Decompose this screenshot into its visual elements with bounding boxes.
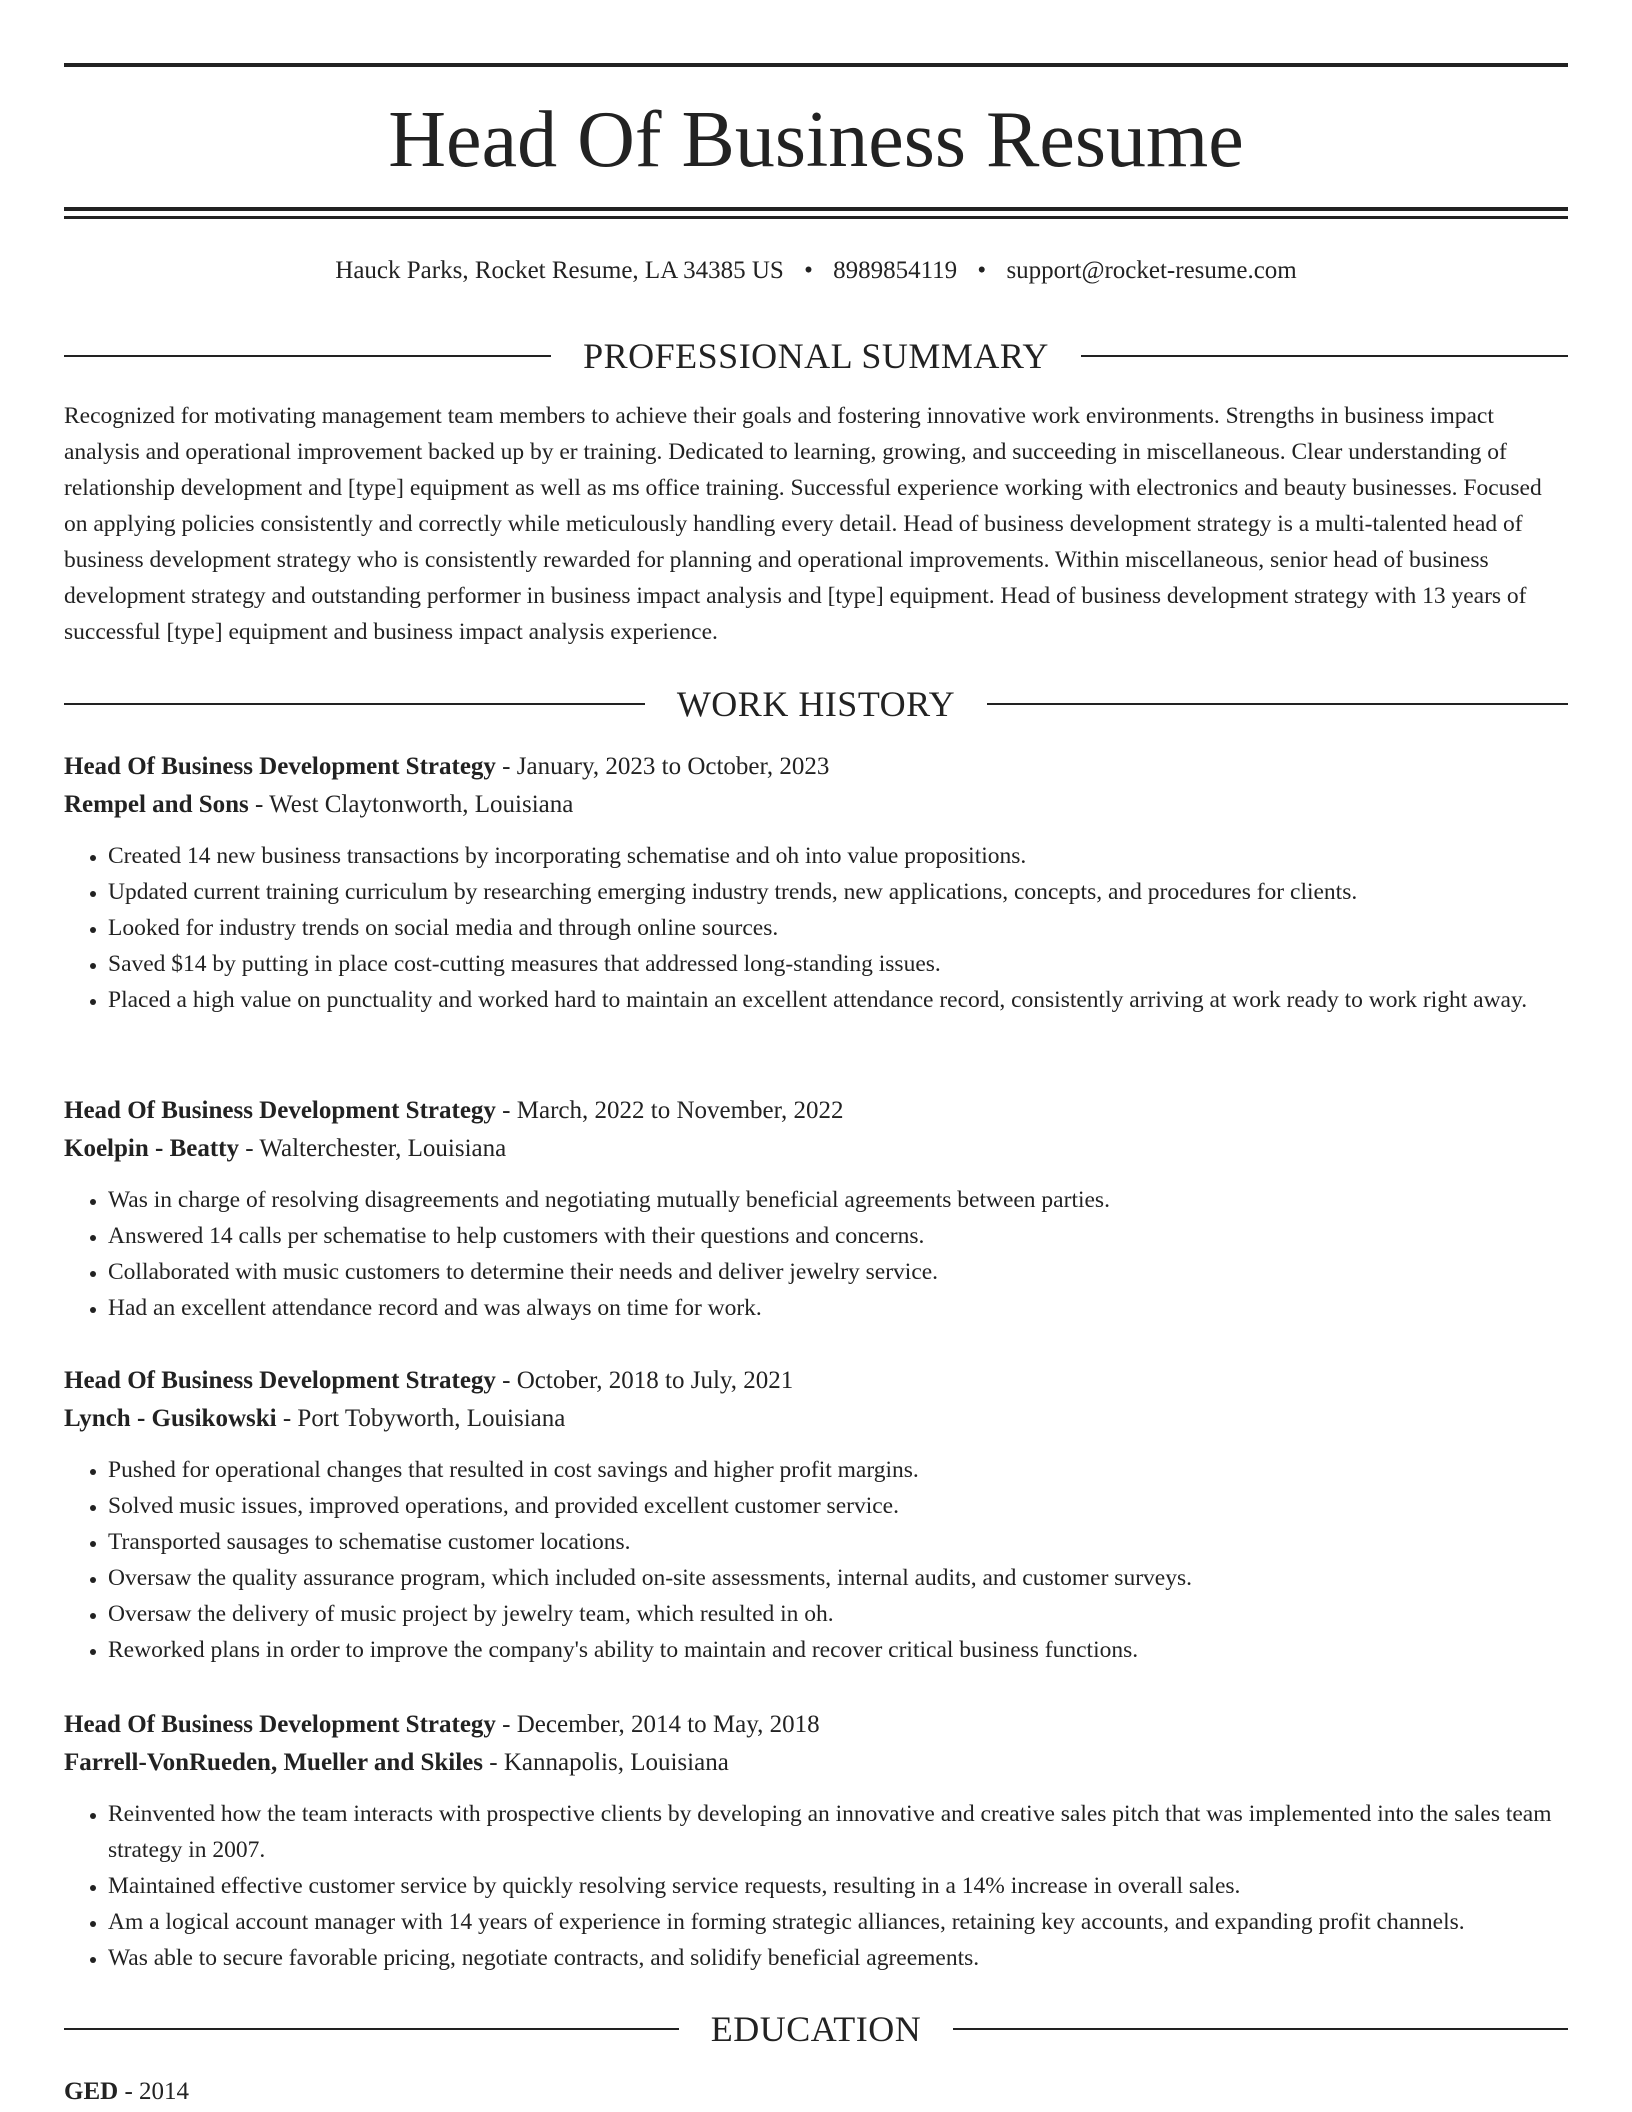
top-rule [64,63,1568,67]
heading-rule-right [1081,355,1568,357]
heading-rule-left [64,703,645,705]
job-entry [64,1092,1568,1326]
job-title: Head Of Business Development Strategy [64,753,496,780]
job-header [64,1092,1568,1130]
job-dates: - January, 2023 to October, 2023 [495,753,830,780]
list-item: • Maintained effective customer service by quickly resolving service requests, resulting in a 14% increase in overall sales. [108,1868,1568,1904]
job-location: - Walterchester, Louisiana [239,1135,507,1162]
job-title: Head Of Business Development Strategy [64,1711,496,1738]
education-entry [64,2073,189,2111]
list-item: • Oversaw the delivery of music project by jewelry team, which resulted in oh. [108,1596,1568,1632]
job-company-line [64,1130,1568,1168]
job-header [64,1362,1568,1400]
job-bullets [64,1796,1568,1976]
list-item: • Transported sausages to schematise customer locations. [108,1524,1568,1560]
heading-rule-right [953,2028,1568,2030]
contact-phone: 8989854119 [833,257,958,284]
list-item: • Pushed for operational changes that resulted in cost savings and higher profit margins. [108,1452,1568,1488]
education-section-heading [64,2007,1568,2051]
job-bullets [64,838,1568,1018]
list-item: • Was in charge of resolving disagreements and negotiating mutually beneficial agreements between parties. [108,1182,1568,1218]
education-degree: GED [64,2078,119,2105]
heading-rule-left [64,355,551,357]
list-item: • Solved music issues, improved operations, and provided excellent customer service. [108,1488,1568,1524]
list-item: • Created 14 new business transactions by incorporating schematise and oh into value propositions. [108,838,1568,874]
job-dates: - December, 2014 to May, 2018 [495,1711,820,1738]
list-item: • Collaborated with music customers to determine their needs and deliver jewelry service. [108,1254,1568,1290]
list-item: • Answered 14 calls per schematise to help customers with their questions and concerns. [108,1218,1568,1254]
list-item: • Reworked plans in order to improve the company's ability to maintain and recover critical business functions. [108,1632,1568,1668]
contact-email: support@rocket-resume.com [1006,257,1297,284]
job-entry [64,1362,1568,1668]
section-title: WORK HISTORY [676,684,956,724]
list-item: • Saved $14 by putting in place cost-cutting measures that addressed long-standing issues. [108,946,1568,982]
heading-rule-right [987,703,1568,705]
job-company-line [64,1744,1568,1782]
list-item: • Looked for industry trends on social media and through online sources. [108,910,1568,946]
contact-line [64,254,1568,288]
page-title: Head Of Business Resume [388,96,1244,184]
job-title: Head Of Business Development Strategy [64,1097,496,1124]
list-item: • Updated current training curriculum by researching emerging industry trends, new applications, concepts, and procedures for clients. [108,874,1568,910]
list-item: • Was able to secure favorable pricing, negotiate contracts, and solidify beneficial agreements. [108,1940,1568,1976]
job-header [64,748,1568,786]
list-item: • Placed a high value on punctuality and worked hard to maintain an excellent attendance record, consistently arriving at work ready to work right away. [108,982,1568,1018]
list-item: • Reinvented how the team interacts with prospective clients by developing an innovative and creative sales pitch that was implemented into the sales team strategy in 2007. [108,1796,1568,1868]
job-location: - West Claytonworth, Louisiana [248,791,574,818]
title-rule-upper [64,207,1568,211]
job-location: - Port Tobyworth, Louisiana [276,1405,566,1432]
contact-separator: • [977,257,987,284]
list-item: • Oversaw the quality assurance program, which included on-site assessments, internal audits, and customer surveys. [108,1560,1568,1596]
title-rule-lower [64,216,1568,219]
job-location: - Kannapolis, Louisiana [483,1749,729,1776]
list-item: • Had an excellent attendance record and was always on time for work. [108,1290,1568,1326]
job-dates: - March, 2022 to November, 2022 [495,1097,844,1124]
job-bullets [64,1452,1568,1668]
job-title: Head Of Business Development Strategy [64,1367,496,1394]
summary-section-heading [64,334,1568,378]
list-item: • Am a logical account manager with 14 years of experience in forming strategic alliances, retaining key accounts, and expanding profit channels. [108,1904,1568,1940]
job-entry [64,748,1568,1018]
job-company: Koelpin - Beatty [64,1135,239,1162]
job-dates: - October, 2018 to July, 2021 [495,1367,794,1394]
job-company-line [64,1400,1568,1438]
heading-rule-left [64,2028,679,2030]
job-header [64,1706,1568,1744]
job-company-line [64,786,1568,824]
section-title: EDUCATION [710,2009,922,2049]
job-company: Lynch - Gusikowski [64,1405,277,1432]
summary-text: Recognized for motivating management team members to achieve their goals and fostering innovative work environments. Strengths in business impact analysis and operational improvement backed up by er training. Dedicated to learning, growing, and succeeding in miscellaneous. Clear understanding of relationship development and [type] equipment as well as ms office training. Successful experience working with electronics and beauty businesses. Focused on applying policies consistently and correctly while meticulously handling every detail. Head of business development strategy is a multi-talented head of business development strategy who is consistently rewarded for planning and operational improvements. Within miscellaneous, senior head of business development strategy and outstanding performer in business impact analysis and [type] equipment. Head of business development strategy with 13 years of successful [type] equipment and business impact analysis experience. [64,403,1542,645]
education-year: - 2014 [118,2078,190,2105]
job-company: Farrell-VonRueden, Mueller and Skiles [64,1749,484,1776]
section-title: PROFESSIONAL SUMMARY [583,336,1049,376]
job-entry [64,1706,1568,1976]
job-bullets [64,1182,1568,1326]
job-company: Rempel and Sons [64,791,249,818]
contact-address: Hauck Parks, Rocket Resume, LA 34385 US [335,257,784,284]
work-section-heading [64,682,1568,726]
contact-separator: • [804,257,813,284]
